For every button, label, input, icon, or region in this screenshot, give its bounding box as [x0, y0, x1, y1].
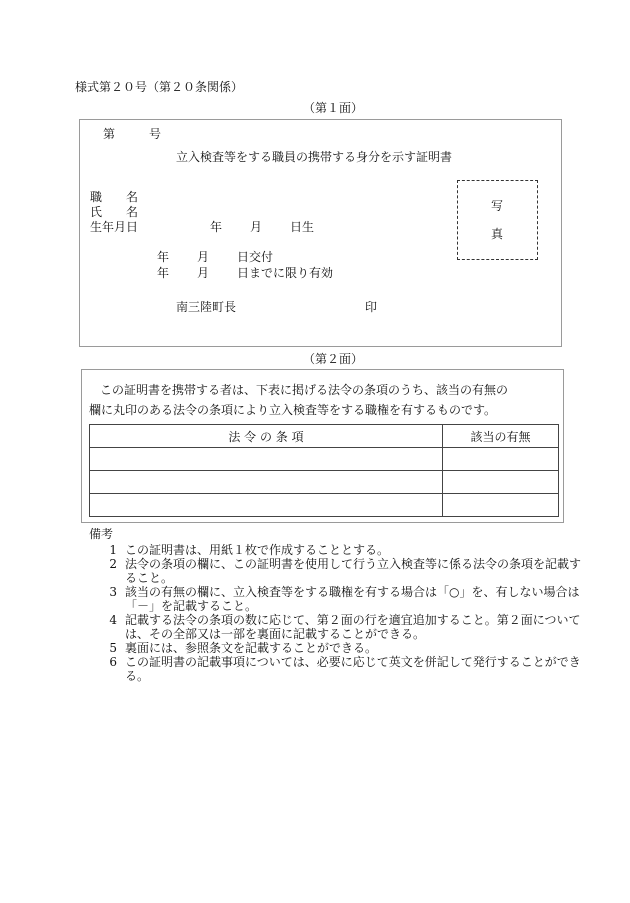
remark-text: 該当の有無の欄に、立入検査等をする職権を有する場合は「○」を、有しない場合は「－」を記載すること。 — [125, 585, 580, 613]
remark-number: 6 — [109, 655, 117, 669]
header-applicable: 該当の有無 — [443, 425, 559, 448]
table-cell — [90, 448, 443, 471]
remark-number: 5 — [109, 641, 117, 655]
birth-month: 月 — [250, 220, 263, 234]
issue-day: 日交付 — [237, 250, 274, 264]
remark-text: この証明書は、用紙１枚で作成することとする。 — [125, 543, 390, 557]
remark-text: 裏面には、参照条文を記載することができる。 — [125, 641, 378, 655]
field-birthdate-label: 生年月日 — [90, 220, 139, 234]
remark-item — [89, 585, 589, 613]
photo-area — [457, 180, 538, 260]
table-cell — [90, 471, 443, 494]
field-position-label: 職 名 — [90, 190, 139, 204]
remark-item — [89, 641, 589, 655]
seal-mark: 印 — [365, 300, 378, 314]
photo-label-1: 写 — [491, 199, 504, 213]
issue-month: 月 — [197, 250, 210, 264]
remark-item — [89, 543, 589, 557]
remark-number: 2 — [109, 557, 117, 571]
number-suffix: 号 — [149, 127, 162, 141]
valid-until: 日までに限り有効 — [237, 266, 334, 280]
form-number: 様式第２０号（第２０条関係） — [75, 80, 244, 94]
photo-label-2: 真 — [491, 227, 504, 241]
page2-label: （第２面） — [303, 352, 364, 366]
birth-day: 日生 — [290, 220, 315, 234]
birth-year: 年 — [210, 220, 223, 234]
valid-year: 年 — [157, 266, 170, 280]
table-cell — [443, 494, 559, 517]
remark-text: 記載する法令の条項の数に応じて、第２面の行を適宜追加すること。第２面については、その全部又は一部を裏面に記載することができる。 — [125, 613, 581, 641]
table-row — [90, 494, 559, 517]
remarks-section — [89, 527, 589, 683]
page2-intro-line2: 欄に丸印のある法令の条項により立入検査等をする職権を有するものです。 — [89, 403, 497, 417]
remarks-heading: 備考 — [89, 527, 114, 541]
issue-year: 年 — [157, 250, 170, 264]
table-header-row — [90, 425, 559, 448]
table-cell — [443, 471, 559, 494]
remark-number: 4 — [109, 613, 117, 627]
remark-item — [89, 613, 589, 641]
table-row — [90, 448, 559, 471]
remark-number: 3 — [109, 585, 117, 599]
table-cell — [443, 448, 559, 471]
remark-text: 法令の条項の欄に、この証明書を使用して行う立入検査等に係る法令の条項を記載すること。 — [125, 557, 582, 585]
field-name-label: 氏 名 — [90, 205, 139, 219]
law-provisions-table — [89, 424, 559, 517]
valid-month: 月 — [197, 266, 210, 280]
remark-number: 1 — [109, 543, 117, 557]
number-prefix: 第 — [103, 127, 116, 141]
page2-intro-line1: この証明書を携帯する者は、下表に掲げる法令の条項のうち、該当の有無の — [100, 383, 509, 397]
issuer-name: 南三陸町長 — [176, 300, 237, 314]
header-law-provision: 法 令 の 条 項 — [90, 425, 443, 448]
page1-label: （第１面） — [303, 101, 364, 115]
remark-item — [89, 655, 589, 683]
table-row — [90, 471, 559, 494]
table-cell — [90, 494, 443, 517]
remark-text: この証明書の記載事項については、必要に応じて英文を併記して発行することができる。 — [125, 655, 581, 683]
remark-item — [89, 557, 589, 585]
certificate-title: 立入検査等をする職員の携帯する身分を示す証明書 — [176, 150, 453, 164]
